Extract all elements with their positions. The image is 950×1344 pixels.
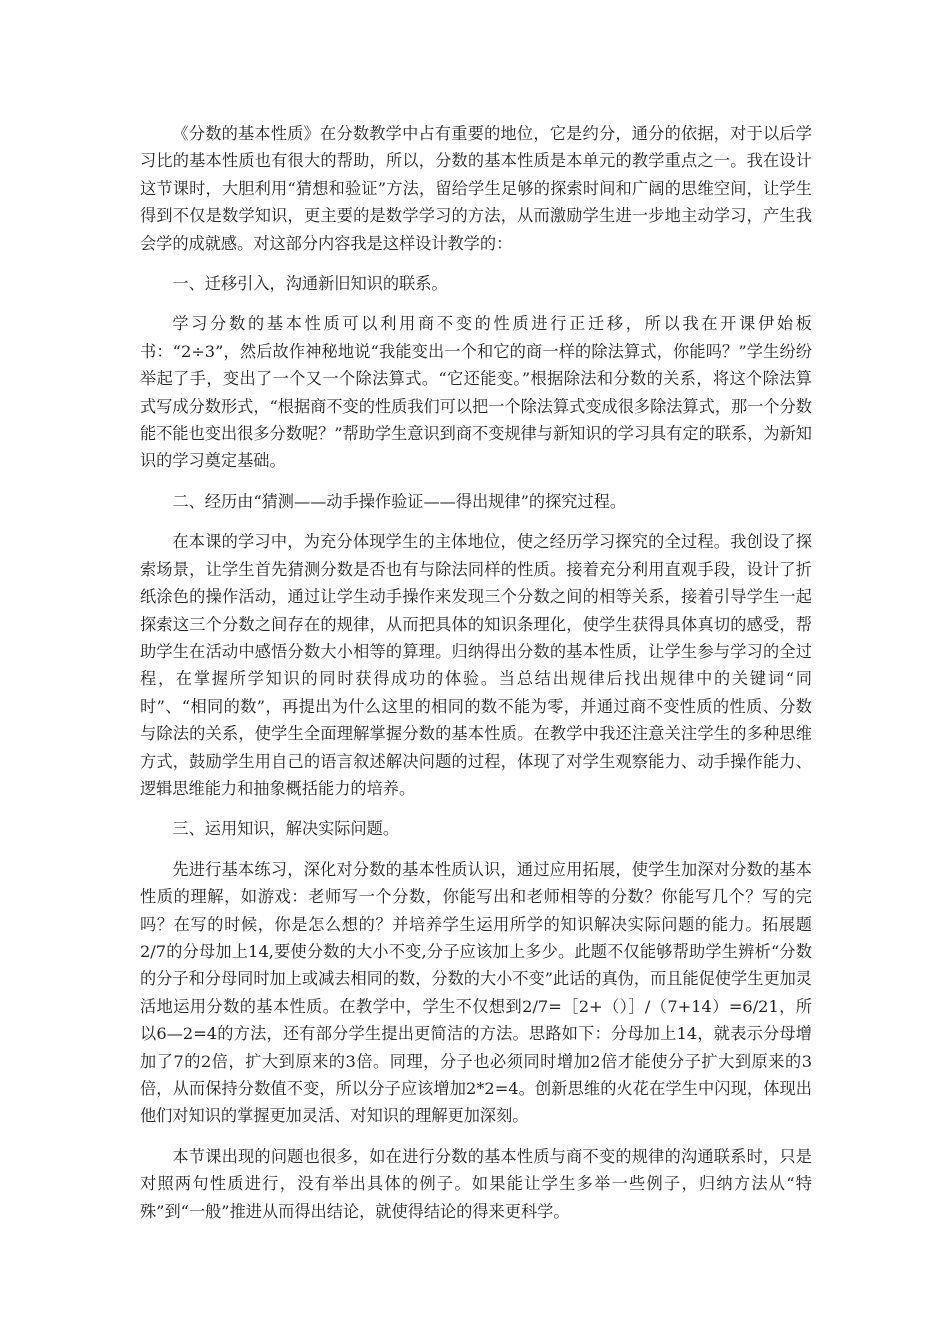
section-2-paragraph: 在本课的学习中，为充分体现学生的主体地位，使之经历学习探究的全过程。我创设了探索场景，让学生首先猜测分数是否也有与除法同样的性质。接着充分利用直观手段，设计了折纸涂色的操作活动，通过让学生动手操作来发现三个分数之间的相等关系，接着引导学生一起探索这三个分数之间存在的规律，从而把具体的知识条理化，使学生获得具体真切的感受，帮助学生在活动中感悟分数大小相等的算理。归纳得出分数的基本性质，让学生参与学习的全过程，在掌握所学知识的同时获得成功的体验。当总结出规律后找出规律中的关键词“同时”、“相同的数”，再提出为什么这里的相同的数不能为零，并通过商不变性质的性质、分数与除法的关系，使学生全面理解掌握分数的基本性质。在教学中我还注意关注学生的多种思维方式，鼓励学生用自己的语言叙述解决问题的过程，体现了对学生观察能力、动手操作能力、逻辑思维能力和抽象概括能力的培养。 <box>140 532 812 798</box>
document-body <box>140 120 812 1238</box>
section-3-paragraph: 先进行基本练习，深化对分数的基本性质认识，通过应用拓展，使学生加深对分数的基本性质的理解，如游戏：老师写一个分数，你能写出和老师相等的分数？你能写几个？写的完吗？在写的时候，你是怎么想的？并培养学生运用所学的知识解决实际问题的能力。拓展题2/7的分母加上14,要使分数的大小不变,分子应该加上多少。此题不仅能够帮助学生辨析“分数的分子和分母同时加上或减去相同的数，分数的大小不变”此话的真伪，而且能促使学生更加灵活地运用分数的基本性质。在教学中，学生不仅想到2/7=［2+（）］/（7+14）=6/21，所以6—2=4的方法，还有部分学生提出更简洁的方法。思路如下：分母加上14，就表示分母增加了7的2倍，扩大到原来的3倍。同理，分子也必须同时增加2倍才能使分子扩大到原来的3倍，从而保持分数值不变，所以分子应该增加2*2=4。创新思维的火花在学生中闪现，体现出他们对知识的掌握更加灵活、对知识的理解更加深刻。 <box>140 859 812 1126</box>
section-heading-2: 二、经历由“猜测——动手操作验证——得出规律”的探究过程。 <box>172 491 627 511</box>
section-1-paragraph: 学习分数的基本性质可以利用商不变的性质进行正迁移，所以我在开课伊始板书：“2÷3”，然后故作神秘地说“我能变出一个和它的商一样的除法算式，你能吗？”学生纷纷举起了手，变出了一个又一个除法算式。“它还能变。”根据除法和分数的关系，将这个除法算式写成分数形式，“根据商不变的性质我们可以把一个除法算式变成很多除法算式，那一个分数能不能也变出很多分数呢？”帮助学生意识到商不变规律与新知识的学习具有定的联系，为新知识的学习奠定基础。 <box>140 314 812 471</box>
section-heading-1: 一、迁移引入，沟通新旧知识的联系。 <box>172 274 448 294</box>
section-heading-3: 三、运用知识，解决实际问题。 <box>172 819 400 839</box>
reflection-paragraph: 本节课出现的问题也很多，如在进行分数的基本性质与商不变的规律的沟通联系时，只是对照两句性质进行，没有举出具体的例子。如果能让学生多举一些例子，归纳方法从“特殊”到“一般”推进从而得出结论，就使得结论的得来更科学。 <box>140 1146 812 1221</box>
intro-paragraph: 《分数的基本性质》在分数教学中占有重要的地位，它是约分，通分的依据，对于以后学习比的基本性质也有很大的帮助，所以，分数的基本性质是本单元的教学重点之一。我在设计这节课时，大胆利用“猜想和验证”方法，留给学生足够的探索时间和广阔的思维空间，让学生得到不仅是数学知识，更主要的是数学学习的方法，从而激励学生进一步地主动学习，产生我会学的成就感。对这部分内容我是这样设计教学的： <box>140 124 812 253</box>
